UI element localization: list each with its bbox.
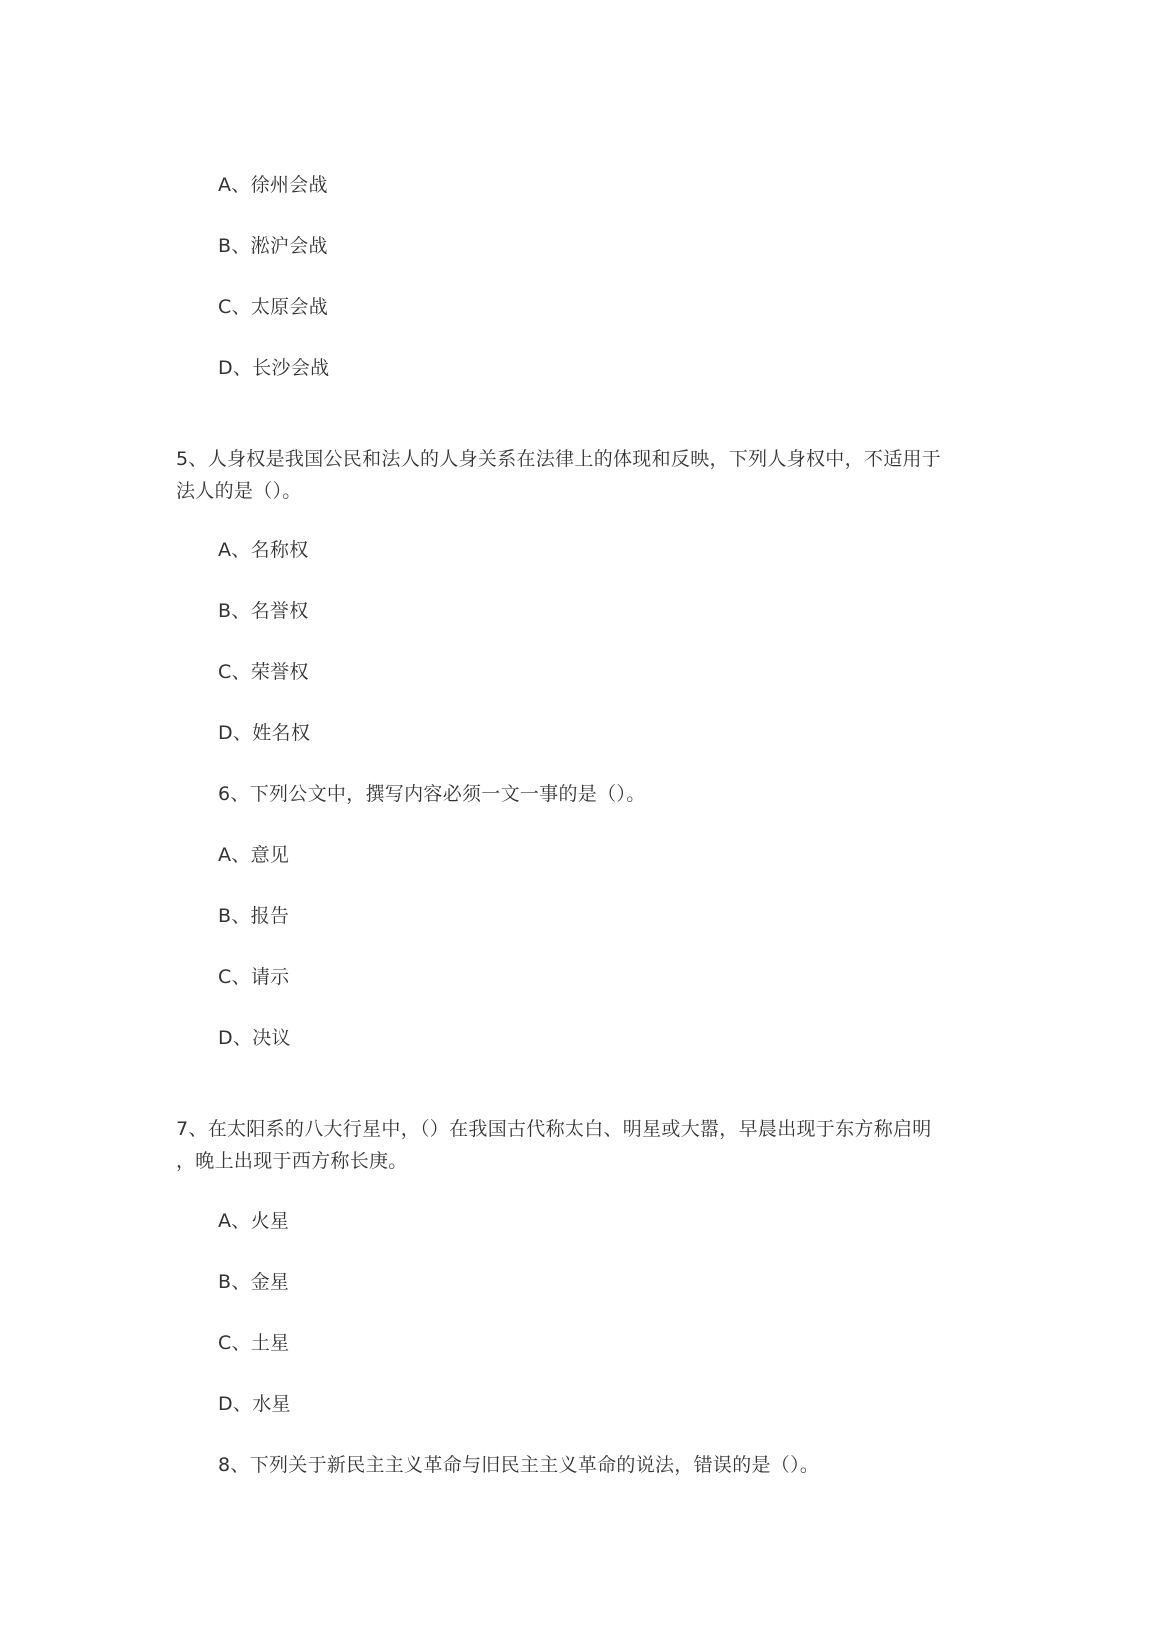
q6-option-a: A、意见 bbox=[218, 844, 290, 866]
q7-option-a: A、火星 bbox=[218, 1210, 290, 1232]
q5-option-a: A、名称权 bbox=[218, 539, 309, 561]
q4-option-d: D、长沙会战 bbox=[218, 357, 330, 379]
q6-text-line1: 6、下列公文中，撰写内容必须一文一事的是（）。 bbox=[218, 783, 646, 805]
q5-text-line1: 5、人身权是我国公民和法人的人身关系在法律上的体现和反映，下列人身权中，不适用于 bbox=[176, 448, 942, 470]
q7-text-line1: 7、在太阳系的八大行星中，（）在我国古代称太白、明星或大嚣，早晨出现于东方称启明 bbox=[176, 1118, 932, 1140]
q6-option-d: D、决议 bbox=[218, 1027, 291, 1049]
q4-option-a: A、徐州会战 bbox=[218, 174, 328, 196]
q8-text-line1: 8、下列关于新民主主义革命与旧民主主义革命的说法，错误的是（）。 bbox=[218, 1454, 820, 1476]
q7-option-c: C、土星 bbox=[218, 1332, 290, 1354]
q6-option-c: C、请示 bbox=[218, 966, 290, 988]
q5-option-c: C、荣誉权 bbox=[218, 661, 309, 683]
q4-option-c: C、太原会战 bbox=[218, 296, 329, 318]
q7-option-d: D、水星 bbox=[218, 1393, 291, 1415]
q5-option-d: D、姓名权 bbox=[218, 722, 311, 744]
q5-option-b: B、名誉权 bbox=[218, 600, 309, 622]
q5-text-line2: 法人的是（）。 bbox=[176, 480, 302, 502]
q4-option-b: B、淞沪会战 bbox=[218, 235, 328, 257]
q7-option-b: B、金星 bbox=[218, 1271, 290, 1293]
q6-option-b: B、报告 bbox=[218, 905, 290, 927]
q7-text-line2: ，晚上出现于西方称长庚。 bbox=[176, 1150, 408, 1172]
